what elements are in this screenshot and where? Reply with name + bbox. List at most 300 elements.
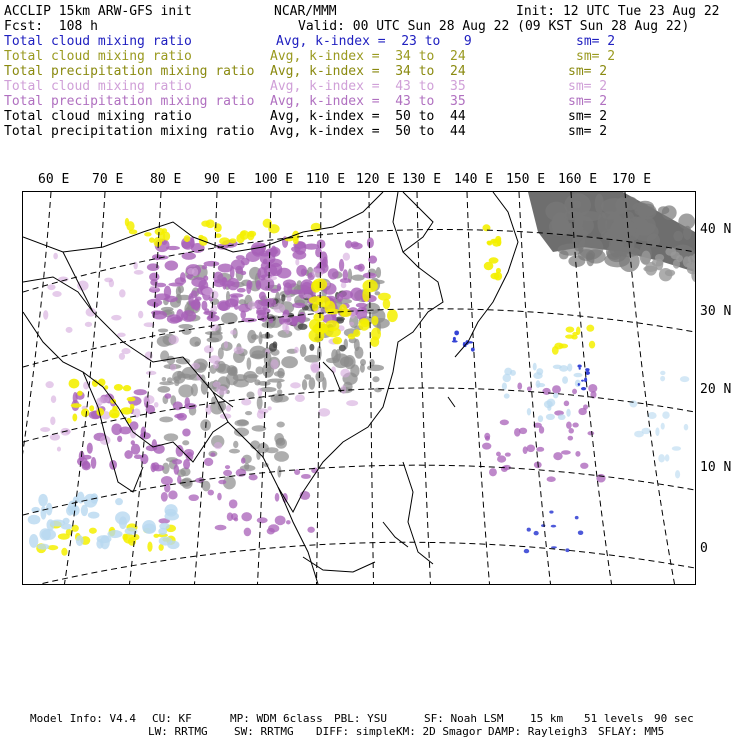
cloud-shading — [527, 408, 531, 415]
cloud-shading — [241, 512, 252, 521]
cloud-shading — [652, 259, 664, 267]
cloud-shading — [170, 364, 177, 371]
cloud-shading — [247, 330, 256, 343]
cloud-shading — [641, 428, 650, 434]
cloud-shading — [313, 313, 324, 322]
cloud-shading — [191, 299, 201, 309]
cloud-shading — [519, 428, 527, 435]
cloud-shading — [274, 371, 285, 377]
cloud-shading — [312, 302, 319, 311]
cloud-shading — [178, 324, 193, 329]
cloud-shading — [119, 289, 126, 297]
cloud-shading — [51, 395, 56, 403]
cloud-shading — [504, 393, 510, 398]
cloud-shading — [65, 429, 71, 434]
cloud-shading — [210, 452, 215, 456]
cloud-shading — [322, 377, 326, 390]
cloud-shading — [553, 452, 562, 460]
cloud-shading — [527, 445, 535, 453]
cloud-shading — [134, 270, 144, 275]
cloud-shading — [665, 270, 675, 277]
cloud-shading — [157, 386, 170, 393]
cloud-shading — [490, 273, 499, 280]
cloud-shading — [217, 493, 222, 501]
longitude-label: 100 E — [254, 172, 294, 187]
cloud-shading — [109, 279, 114, 287]
cloud-shading — [52, 291, 61, 297]
cloud-shading — [328, 268, 339, 279]
cloud-shading — [228, 367, 237, 373]
cloud-shading — [229, 499, 238, 508]
cloud-shading — [575, 516, 579, 520]
cloud-shading — [482, 443, 491, 450]
cloud-shading — [165, 261, 179, 271]
parallel — [23, 465, 695, 515]
cloud-shading — [267, 379, 285, 383]
cloud-shading — [77, 281, 88, 291]
cloud-shading — [340, 369, 350, 378]
cloud-shading — [82, 455, 92, 460]
cloud-shading — [129, 229, 138, 234]
cloud-shading — [205, 331, 223, 335]
cloud-shading — [538, 415, 543, 422]
cloud-shading — [292, 303, 305, 308]
cloud-shading — [234, 347, 244, 354]
cloud-shading — [309, 344, 314, 351]
cloud-shading — [565, 335, 574, 339]
model-title: ACCLIP 15km ARW-GFS init — [4, 4, 192, 19]
cloud-shading — [370, 336, 379, 347]
cloud-shading — [341, 309, 351, 317]
forecast-map — [22, 191, 696, 585]
model-info-item: SF: Noah LSM — [424, 712, 504, 725]
cloud-shading — [125, 218, 129, 227]
cloud-shading — [218, 480, 226, 484]
cloud-shading — [351, 243, 362, 250]
cloud-shading — [81, 505, 88, 516]
cloud-shading — [547, 405, 551, 411]
cloud-shading — [119, 427, 131, 435]
longitude-label: 110 E — [306, 172, 346, 187]
cloud-shading — [572, 389, 577, 395]
cloud-shading — [578, 531, 584, 535]
cloud-shading — [551, 546, 557, 548]
cloud-shading — [50, 416, 55, 425]
cloud-shading — [367, 365, 384, 372]
cloud-shading — [240, 271, 246, 275]
coastline — [448, 397, 455, 407]
cloud-shading — [547, 476, 556, 482]
cloud-shading — [158, 328, 168, 332]
cloud-shading — [585, 368, 589, 371]
cloud-shading — [168, 335, 178, 344]
cloud-shading — [572, 423, 578, 428]
cloud-shading — [184, 449, 195, 457]
model-info-item: 51 levels — [584, 712, 644, 725]
cloud-shading — [246, 280, 252, 289]
cloud-shading — [372, 376, 379, 382]
cloud-shading — [333, 353, 350, 368]
cloud-shading — [248, 231, 257, 237]
cloud-shading — [503, 374, 511, 382]
cloud-shading — [176, 309, 183, 321]
cloud-shading — [138, 311, 143, 319]
cloud-shading — [265, 349, 270, 354]
cloud-shading — [561, 450, 571, 454]
cloud-shading — [221, 312, 238, 324]
cloud-shading — [559, 250, 569, 259]
cloud-shading — [307, 527, 315, 533]
cloud-shading — [164, 433, 178, 441]
cloud-shading — [224, 341, 228, 349]
cloud-shading — [207, 315, 220, 322]
cloud-shading — [50, 434, 60, 441]
field-avg: Avg, k-index = 50 to 44 — [270, 124, 466, 139]
cloud-shading — [274, 395, 289, 403]
cloud-shading — [345, 240, 352, 248]
cloud-shading — [43, 310, 48, 320]
cloud-shading — [586, 249, 606, 263]
cloud-shading — [246, 392, 254, 399]
cloud-shading — [487, 241, 492, 246]
cloud-shading — [683, 226, 692, 240]
cloud-shading — [336, 293, 343, 302]
cloud-shading — [230, 330, 236, 335]
cloud-shading — [276, 422, 284, 428]
field-smoothing: sm= 2 — [576, 34, 616, 49]
cloud-shading — [109, 409, 120, 419]
cloud-shading — [587, 431, 594, 435]
cloud-shading — [146, 371, 157, 375]
cloud-shading — [276, 438, 286, 446]
cloud-shading — [219, 237, 230, 244]
coastline — [403, 462, 433, 564]
cloud-shading — [553, 365, 562, 369]
cloud-shading — [303, 294, 311, 298]
cloud-shading — [240, 310, 246, 319]
cloud-shading — [206, 219, 215, 228]
cloud-shading — [577, 365, 581, 368]
cloud-shading — [37, 544, 49, 550]
cloud-shading — [46, 519, 54, 531]
cloud-shading — [351, 274, 364, 280]
cloud-shading — [89, 405, 94, 411]
cloud-shading — [85, 322, 92, 327]
longitude-label: 130 E — [402, 172, 442, 187]
cloud-shading — [117, 436, 122, 442]
field-avg: Avg, k-index = 43 to 35 — [270, 79, 466, 94]
cloud-shading — [271, 246, 277, 258]
cloud-shading — [266, 367, 271, 373]
forecast-hour: Fcst: 108 h — [4, 19, 98, 34]
field-name: Total cloud mixing ratio — [4, 109, 192, 124]
cloud-shading — [586, 325, 594, 332]
model-info-item: CU: KF — [152, 712, 192, 725]
cloud-shading — [89, 528, 97, 534]
cloud-shading — [497, 455, 506, 462]
cloud-shading — [568, 428, 573, 434]
cloud-shading — [275, 493, 280, 502]
cloud-shading — [149, 273, 160, 281]
cloud-shading — [99, 396, 110, 403]
cloud-shading — [533, 372, 542, 379]
cloud-shading — [489, 257, 499, 263]
cloud-shading — [566, 422, 572, 429]
cloud-shading — [72, 413, 77, 421]
cloud-shading — [152, 462, 160, 470]
longitude-label: 60 E — [38, 172, 70, 187]
cloud-shading — [589, 341, 595, 349]
cloud-shading — [354, 339, 360, 351]
cloud-shading — [304, 243, 320, 249]
cloud-shading — [168, 490, 177, 499]
cloud-shading — [152, 303, 158, 308]
cloud-shading — [673, 231, 683, 242]
cloud-shading — [566, 409, 570, 417]
cloud-shading — [333, 337, 343, 345]
cloud-shading — [134, 389, 147, 395]
cloud-shading — [510, 370, 516, 376]
cloud-shading — [348, 333, 356, 339]
cloud-shading — [281, 356, 298, 368]
cloud-shading — [558, 414, 566, 420]
cloud-shading — [542, 388, 550, 395]
cloud-shading — [223, 470, 232, 476]
cloud-shading — [662, 411, 669, 419]
cloud-shading — [661, 423, 665, 430]
cloud-shading — [258, 388, 263, 397]
cloud-shading — [312, 268, 324, 277]
cloud-shading — [658, 454, 665, 462]
field-avg: Avg, k-index = 23 to 9 — [276, 34, 472, 49]
cloud-shading — [275, 515, 286, 525]
field-smoothing: sm= 2 — [568, 124, 608, 139]
cloud-shading — [343, 253, 350, 261]
model-info-item: MP: WDM 6class — [230, 712, 323, 725]
cloud-shading — [552, 346, 559, 355]
cloud-shading — [580, 463, 588, 469]
longitude-label: 170 E — [612, 172, 652, 187]
field-name: Total cloud mixing ratio — [4, 49, 192, 64]
cloud-shading — [579, 368, 581, 370]
cloud-shading — [174, 380, 179, 387]
cloud-shading — [47, 284, 55, 290]
cloud-shading — [354, 265, 363, 270]
cloud-shading — [184, 235, 191, 242]
cloud-shading — [680, 376, 689, 382]
cloud-shading — [604, 230, 630, 240]
cloud-shading — [208, 490, 214, 496]
organization: NCAR/MMM — [274, 4, 337, 19]
cloud-shading — [536, 380, 541, 388]
cloud-shading — [29, 534, 38, 548]
cloud-shading — [588, 384, 597, 393]
cloud-shading — [534, 531, 539, 535]
cloud-shading — [77, 391, 82, 396]
cloud-shading — [197, 374, 202, 381]
cloud-shading — [215, 525, 227, 531]
cloud-shading — [309, 329, 325, 343]
cloud-shading — [128, 537, 136, 546]
cloud-shading — [229, 293, 243, 297]
cloud-shading — [161, 492, 168, 502]
longitude-label: 120 E — [356, 172, 396, 187]
latitude-label: 40 N — [700, 222, 732, 237]
cloud-shading — [237, 419, 248, 425]
model-info-item: DAMP: Rayleigh3 — [488, 725, 588, 738]
cloud-shading — [117, 333, 126, 337]
cloud-shading — [40, 506, 46, 520]
cloud-shading — [282, 322, 287, 331]
cloud-shading — [204, 458, 213, 466]
cloud-shading — [575, 380, 581, 387]
cloud-shading — [672, 446, 681, 451]
cloud-shading — [261, 299, 269, 306]
cloud-shading — [165, 509, 176, 515]
cloud-shading — [258, 381, 271, 386]
model-info-item: PBL: YSU — [334, 712, 387, 725]
cloud-shading — [204, 308, 209, 314]
cloud-shading — [349, 322, 354, 326]
field-smoothing: sm= 2 — [576, 49, 616, 64]
cloud-shading — [281, 294, 285, 302]
cloud-shading — [298, 323, 308, 329]
cloud-shading — [565, 548, 569, 552]
cloud-shading — [471, 347, 475, 351]
cloud-shading — [248, 301, 257, 309]
field-name: Total cloud mixing ratio — [4, 34, 192, 49]
cloud-shading — [213, 362, 219, 368]
cloud-shading — [564, 400, 570, 406]
cloud-shading — [144, 232, 151, 236]
cloud-shading — [150, 285, 159, 289]
cloud-shading — [226, 405, 231, 412]
cloud-shading — [182, 428, 190, 436]
cloud-shading — [572, 200, 582, 208]
cloud-shading — [182, 440, 189, 445]
cloud-shading — [66, 327, 73, 333]
model-info-item: LW: RRTMG — [148, 725, 208, 738]
cloud-shading — [96, 539, 103, 549]
coastline — [383, 522, 408, 547]
cloud-shading — [602, 211, 618, 220]
cloud-shading — [252, 350, 265, 358]
model-info-item: 90 sec — [654, 712, 694, 725]
cloud-shading — [187, 268, 194, 274]
cloud-shading — [293, 237, 299, 244]
cloud-shading — [142, 520, 156, 534]
cloud-shading — [227, 512, 233, 521]
cloud-shading — [183, 311, 188, 320]
cloud-shading — [505, 452, 511, 456]
cloud-shading — [574, 373, 583, 377]
latitude-label: 30 N — [700, 304, 732, 319]
cloud-shading — [131, 444, 140, 455]
cloud-shading — [159, 537, 173, 546]
cloud-shading — [244, 528, 251, 537]
cloud-shading — [257, 517, 268, 523]
cloud-shading — [164, 393, 171, 398]
map-canvas — [23, 192, 695, 584]
longitude-label: 80 E — [150, 172, 182, 187]
cloud-shading — [155, 228, 165, 235]
cloud-shading — [172, 459, 182, 465]
cloud-shading — [675, 470, 680, 478]
cloud-shading — [177, 413, 187, 421]
cloud-shading — [209, 355, 221, 363]
cloud-shading — [383, 299, 390, 310]
cloud-shading — [115, 498, 123, 505]
model-info-item: SW: RRTMG — [234, 725, 294, 738]
cloud-shading — [91, 457, 97, 469]
cloud-shading — [260, 387, 277, 392]
cloud-shading — [496, 268, 501, 274]
cloud-shading — [552, 385, 561, 393]
cloud-shading — [191, 384, 198, 397]
meridian — [467, 192, 490, 584]
cloud-shading — [292, 317, 298, 326]
cloud-shading — [290, 382, 301, 388]
cloud-shading — [665, 454, 670, 461]
cloud-shading — [61, 548, 67, 556]
cloud-shading — [217, 300, 231, 311]
cloud-shading — [202, 481, 210, 492]
cloud-shading — [119, 516, 127, 529]
cloud-shading — [302, 379, 307, 390]
cloud-shading — [575, 451, 580, 457]
cloud-shading — [229, 449, 240, 454]
cloud-shading — [268, 259, 282, 268]
cloud-shading — [527, 528, 531, 532]
cloud-shading — [218, 263, 233, 272]
cloud-shading — [295, 259, 299, 266]
cloud-shading — [204, 261, 220, 267]
cloud-shading — [57, 447, 61, 452]
cloud-shading — [234, 304, 239, 310]
cloud-shading — [684, 424, 689, 430]
cloud-shading — [566, 327, 575, 333]
cloud-shading — [45, 381, 53, 388]
longitude-label: 160 E — [558, 172, 598, 187]
cloud-shading — [376, 267, 381, 278]
cloud-shading — [154, 402, 159, 408]
cloud-shading — [346, 400, 358, 406]
cloud-shading — [536, 447, 544, 452]
cloud-shading — [88, 512, 100, 519]
cloud-shading — [309, 377, 316, 389]
field-avg: Avg, k-index = 50 to 44 — [270, 109, 466, 124]
cloud-shading — [641, 251, 650, 265]
cloud-shading — [578, 383, 580, 386]
cloud-shading — [87, 443, 93, 454]
cloud-shading — [213, 381, 221, 387]
longitude-label: 150 E — [506, 172, 546, 187]
cloud-shading — [551, 525, 556, 528]
field-avg: Avg, k-index = 34 to 24 — [270, 64, 466, 79]
field-smoothing: sm= 2 — [568, 64, 608, 79]
cloud-shading — [500, 419, 509, 425]
cloud-shading — [489, 468, 497, 476]
cloud-shading — [387, 309, 398, 322]
cloud-shading — [225, 465, 230, 469]
cloud-shading — [98, 379, 106, 387]
cloud-shading — [111, 315, 122, 321]
cloud-shading — [159, 417, 173, 423]
cloud-shading — [119, 353, 125, 360]
cloud-shading — [301, 474, 311, 479]
cloud-shading — [541, 524, 545, 527]
cloud-shading — [453, 337, 456, 341]
